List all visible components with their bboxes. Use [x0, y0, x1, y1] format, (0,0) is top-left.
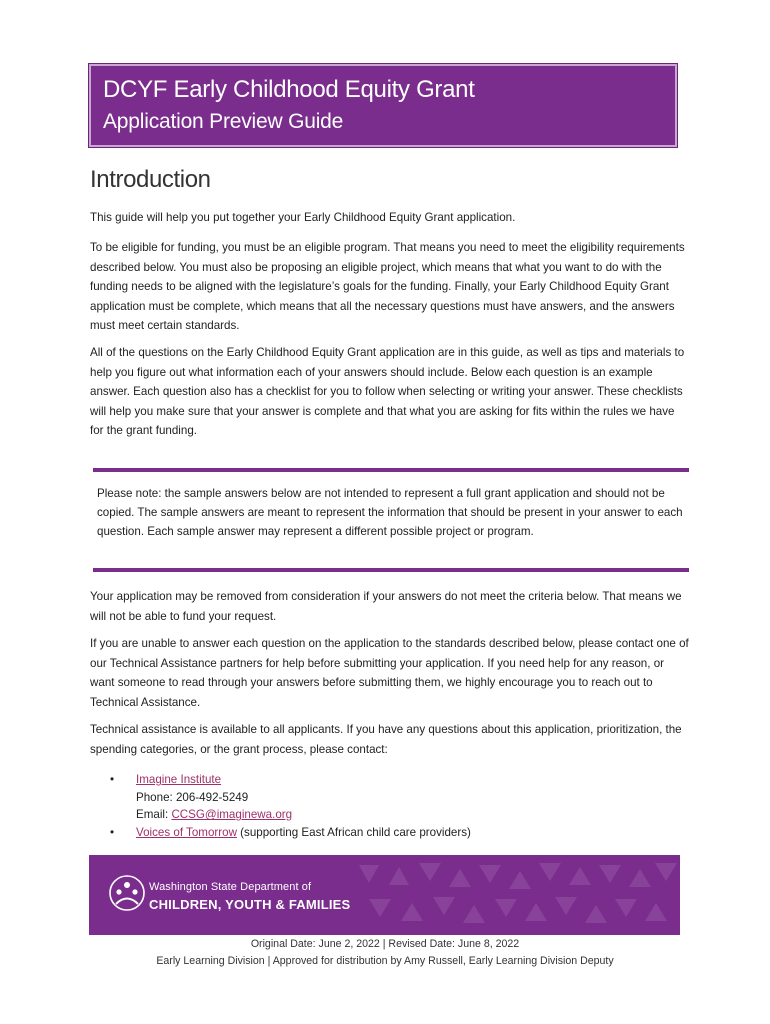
bullet-icon: •: [110, 773, 115, 786]
bullet-icon: •: [110, 825, 115, 839]
intro-paragraph-3: All of the questions on the Early Childhood Equity Grant application are in this guide, as well as tips and materials to help you figure out what information each of your answers should include. Below each question is an example answer. Each question also has a checklist for you to follow when selecting or writing your answer. These checklists will help you make sure that your answer is complete and that what you are asking for fits within the rules we have for the grant funding.: [90, 346, 685, 438]
logo-agency-name: CHILDREN, YOUTH & FAMILIES: [149, 897, 351, 912]
intro-paragraph-2: To be eligible for funding, you must be an eligible program. That means you need to meet the eligibility requirements described below. You must also be proposing an eligible project, which means that what you want to do with the funding needs to be aligned with the legislature’s goals for the funding. Finally, your Early Childhood Equity Grant application must be complete, which means that all the necessary questions must have answers, and the answers must meet certain standards.: [90, 241, 685, 333]
body-paragraph-removal: Your application may be removed from consideration if your answers do not meet the criteria below. That means we will not be able to fund your request.: [90, 590, 682, 623]
document-subtitle: Application Preview Guide: [103, 110, 344, 133]
note-bottom-divider: [93, 568, 689, 572]
footer-dates: Original Date: June 2, 2022 | Revised Date: June 8, 2022: [250, 938, 520, 950]
section-heading-introduction: Introduction: [90, 166, 211, 193]
sample-answer-note: Please note: the sample answers below are not intended to represent a full grant application and should not be copied. The sample answers are meant to represent the information that should be present in your answer to each question. Each sample answer may represent a different possible project or program.: [97, 487, 683, 539]
body-paragraph-technical-help: If you are unable to answer each question on the application to the standards described below, please contact one of our Technical Assistance partners for help before submitting your application. If you need help for any reason, or want someone to read through your answers before submitting them, we highly encourage you to reach out to Technical Assistance.: [90, 637, 689, 709]
dcyf-logo-band: [89, 855, 680, 935]
list-item: [110, 824, 690, 842]
voices-of-tomorrow-description: (supporting East African child care providers): [236, 825, 471, 839]
logo-department-text: Washington State Department of: [149, 881, 312, 893]
list-item: [110, 771, 690, 824]
contact-list: [110, 771, 690, 841]
contact-email-label: Email:: [136, 808, 172, 822]
document-title: DCYF Early Childhood Equity Grant: [103, 76, 475, 103]
dcyf-logo-icon: [107, 873, 147, 913]
note-top-divider: [93, 468, 689, 472]
footer-division-approval: Early Learning Division | Approved for distribution by Amy Russell, Early Learning Division Deputy: [156, 955, 614, 967]
contact-email-link[interactable]: CCSG@imaginewa.org: [171, 808, 293, 822]
imagine-institute-link[interactable]: Imagine Institute: [136, 773, 222, 786]
voices-of-tomorrow-link[interactable]: Voices of Tomorrow: [136, 825, 237, 839]
body-paragraph-contact: Technical assistance is available to all applicants. If you have any questions about this application, prioritization, the spending categories, or the grant process, please contact:: [90, 723, 682, 756]
triangle-pattern-decoration: [349, 855, 680, 935]
title-banner: [89, 64, 677, 147]
contact-phone: Phone: 206-492-5249: [136, 790, 249, 804]
intro-paragraph-1: This guide will help you put together your Early Childhood Equity Grant application.: [90, 211, 516, 224]
